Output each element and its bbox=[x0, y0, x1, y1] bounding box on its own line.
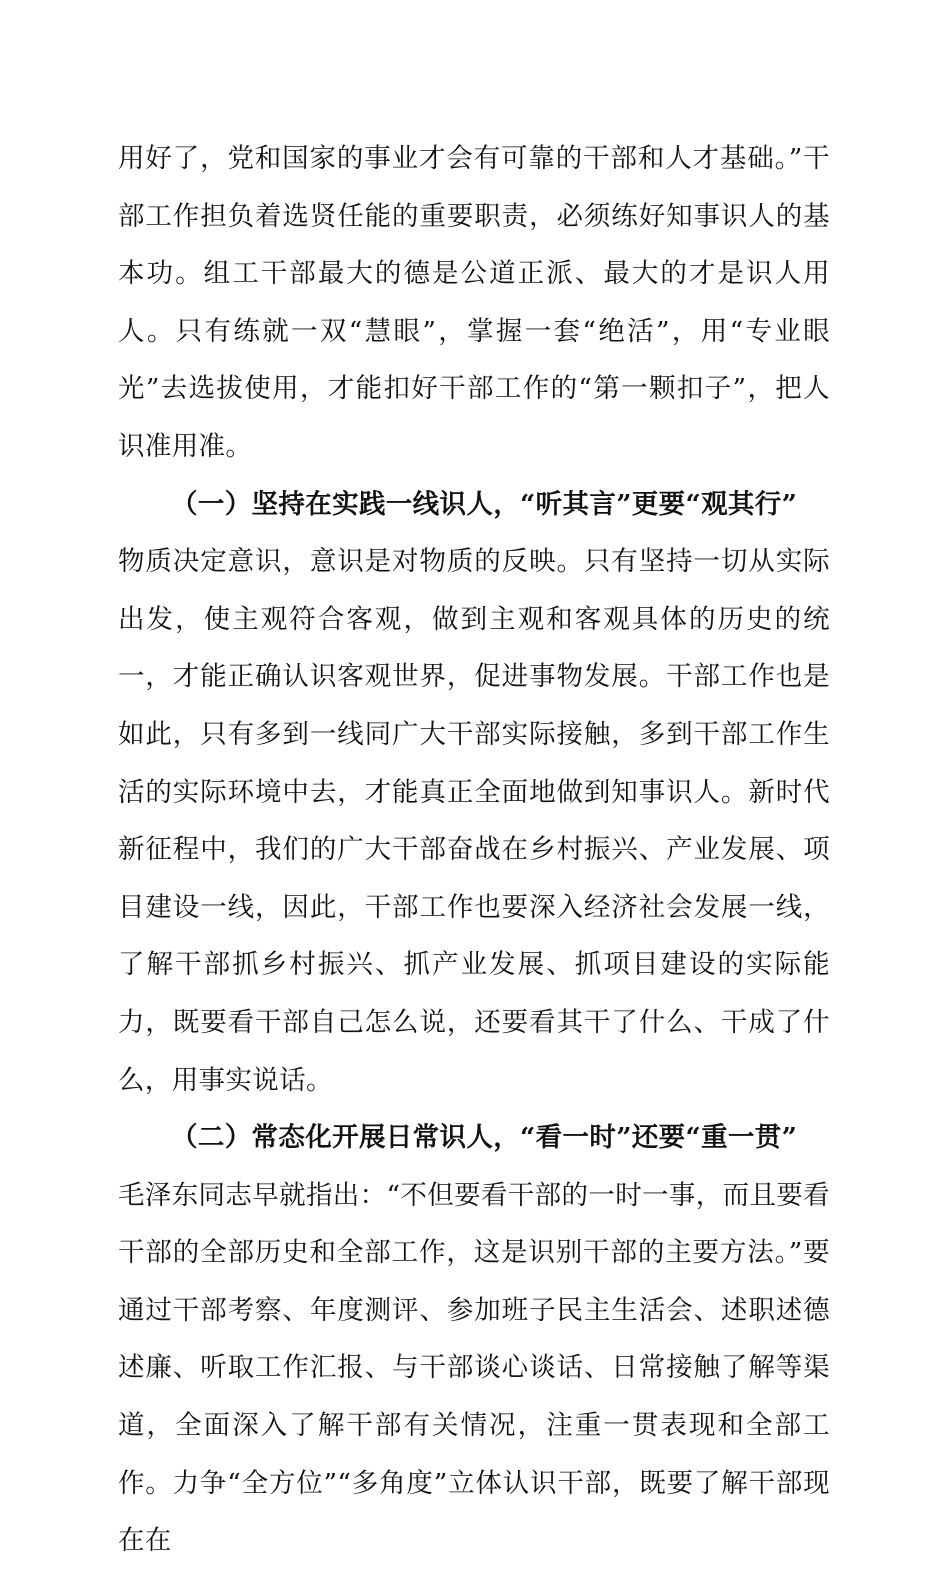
section-1-paragraph: 物质决定意识，意识是对物质的反映。只有坚持一切从实际出发，使主观符合客观，做到主观和客观具体的历史的统一，才能正确认识客观世界，促进事物发展。干部工作也是如此，只有多到一线同广大干部实际接触，多到干部工作生活的实际环境中去，才能真正全面地做到知事识人。新时代新征程中，我们的广大干部奋战在乡村振兴、产业发展、项目建设一线，因此，干部工作也要深入经济社会发展一线，了解干部抓乡村振兴、抓产业发展、抓项目建设的实际能力，既要看干部自己怎么说，还要看其干了什么、干成了什么，用事实说话。 bbox=[118, 546, 830, 1096]
section-heading-2: （二）常态化开展日常识人，“看一时”还要“重一贯” bbox=[171, 1122, 798, 1154]
document-body bbox=[118, 130, 830, 1570]
intro-paragraph: 用好了，党和国家的事业才会有可靠的干部和人才基础。”干部工作担负着选贤任能的重要职责，必须练好知事识人的基本功。组工干部最大的德是公道正派、最大的才是识人用人。只有练就一双“慧眼”，掌握一套“绝活”，用“专业眼光”去选拔使用，才能扣好干部工作的“第一颗扣子”，把人识准用准。 bbox=[118, 143, 830, 462]
section-2-paragraph: 毛泽东同志早就指出：“不但要看干部的一时一事，而且要看干部的全部历史和全部工作，这是识别干部的主要方法。”要通过干部考察、年度测评、参加班子民主生活会、述职述德述廉、听取工作汇报、与干部谈心谈话、日常接触了解等渠道，全面深入了解干部有关情况，注重一贯表现和全部工作。力争“全方位”“多角度”立体认识干部，既要了解干部现在在 bbox=[118, 1179, 830, 1557]
section-heading-1: （一）坚持在实践一线识人，“听其言”更要“观其行” bbox=[171, 488, 798, 520]
